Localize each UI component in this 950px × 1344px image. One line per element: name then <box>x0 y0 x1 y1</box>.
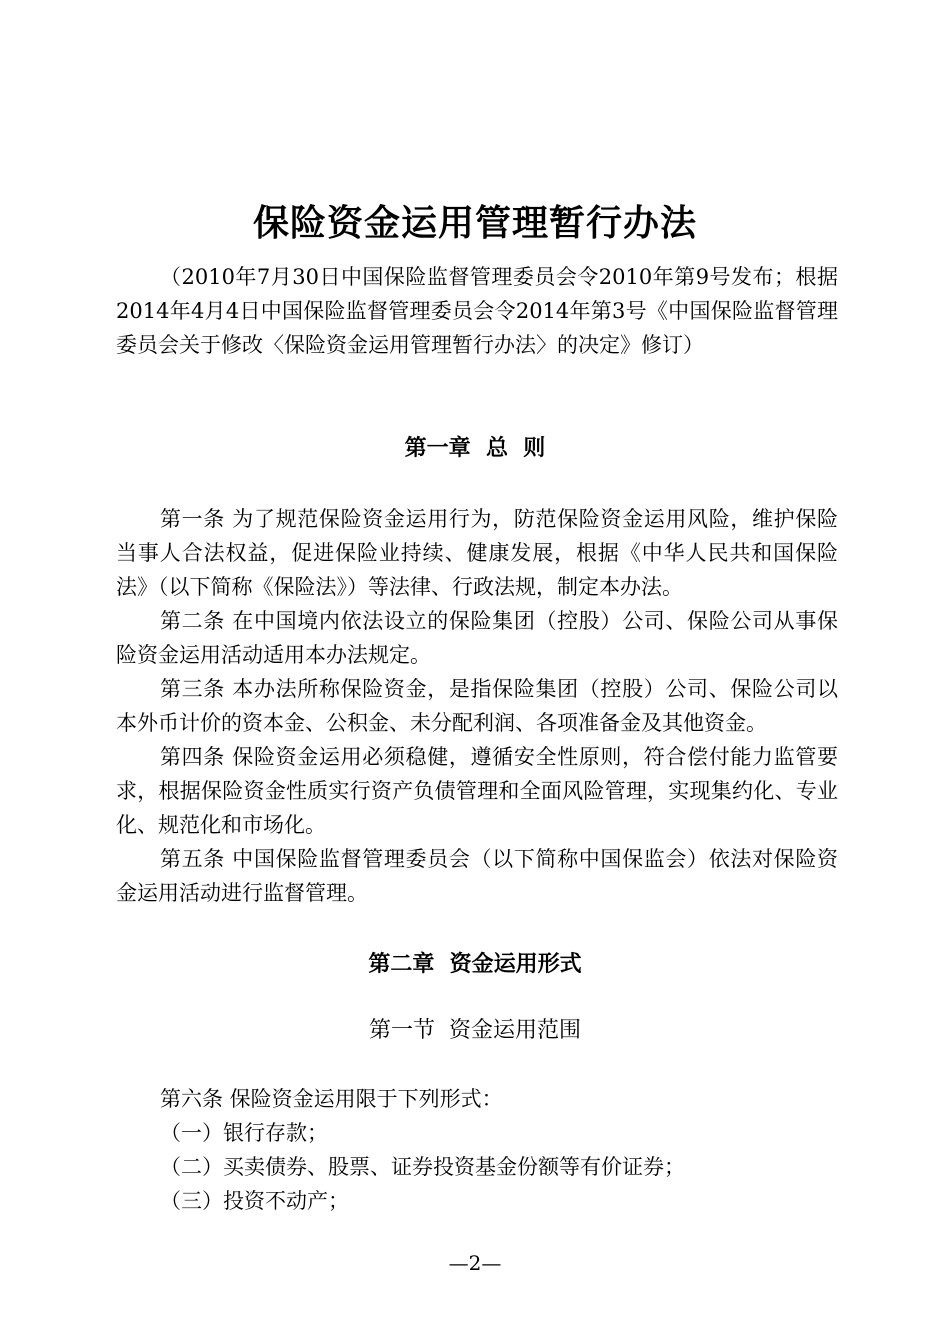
article-2: 第二条 在中国境内依法设立的保险集团（控股）公司、保险公司从事保险资金运用活动适用本办法规定。 <box>116 609 838 667</box>
article-1: 第一条 为了规范保险资金运用行为，防范保险资金运用风险，维护保险当事人合法权益，促进保险业持续、健康发展，根据《中华人民共和国保险法》（以下简称《保险法》）等法律、行政法规，制定本办法。 <box>116 507 838 599</box>
section-1-heading: 第一节 资金运用范围 <box>369 1018 581 1043</box>
page-number: —2— <box>448 1251 502 1275</box>
document-title: 保险资金运用管理暂行办法 <box>252 203 697 244</box>
article-3: 第三条 本办法所称保险资金，是指保险集团（控股）公司、保险公司以本外币计价的资本金、公积金、未分配利润、各项准备金及其他资金。 <box>116 677 838 735</box>
section-1-content <box>116 1082 838 1218</box>
document-preamble: （2010年7月30日中国保险监督管理委员会令2010年第9号发布；根据2014年4月4日中国保险监督管理委员会令2014年第3号《中国保险监督管理委员会关于修改〈保险资金运用管理暂行办法〉的决定》修订） <box>116 265 838 357</box>
article-6: 第六条 保险资金运用限于下列形式： <box>160 1087 503 1111</box>
chapter-2-heading: 第二章 资金运用形式 <box>368 952 582 977</box>
list-item-3: （三）投资不动产； <box>160 1189 349 1213</box>
article-5: 第五条 中国保险监督管理委员会（以下简称中国保监会）依法对保险资金运用活动进行监督管理。 <box>116 847 838 905</box>
list-item-2: （二）买卖债券、股票、证券投资基金份额等有价证券； <box>160 1155 685 1179</box>
article-4: 第四条 保险资金运用必须稳健，遵循安全性原则，符合偿付能力监管要求，根据保险资金性质实行资产负债管理和全面风险管理，实现集约化、专业化、规范化和市场化。 <box>116 745 838 837</box>
list-item-1: （一）银行存款； <box>160 1121 328 1145</box>
chapter-1-heading: 第一章 总 则 <box>404 436 546 461</box>
chapter-1-articles <box>116 502 838 910</box>
